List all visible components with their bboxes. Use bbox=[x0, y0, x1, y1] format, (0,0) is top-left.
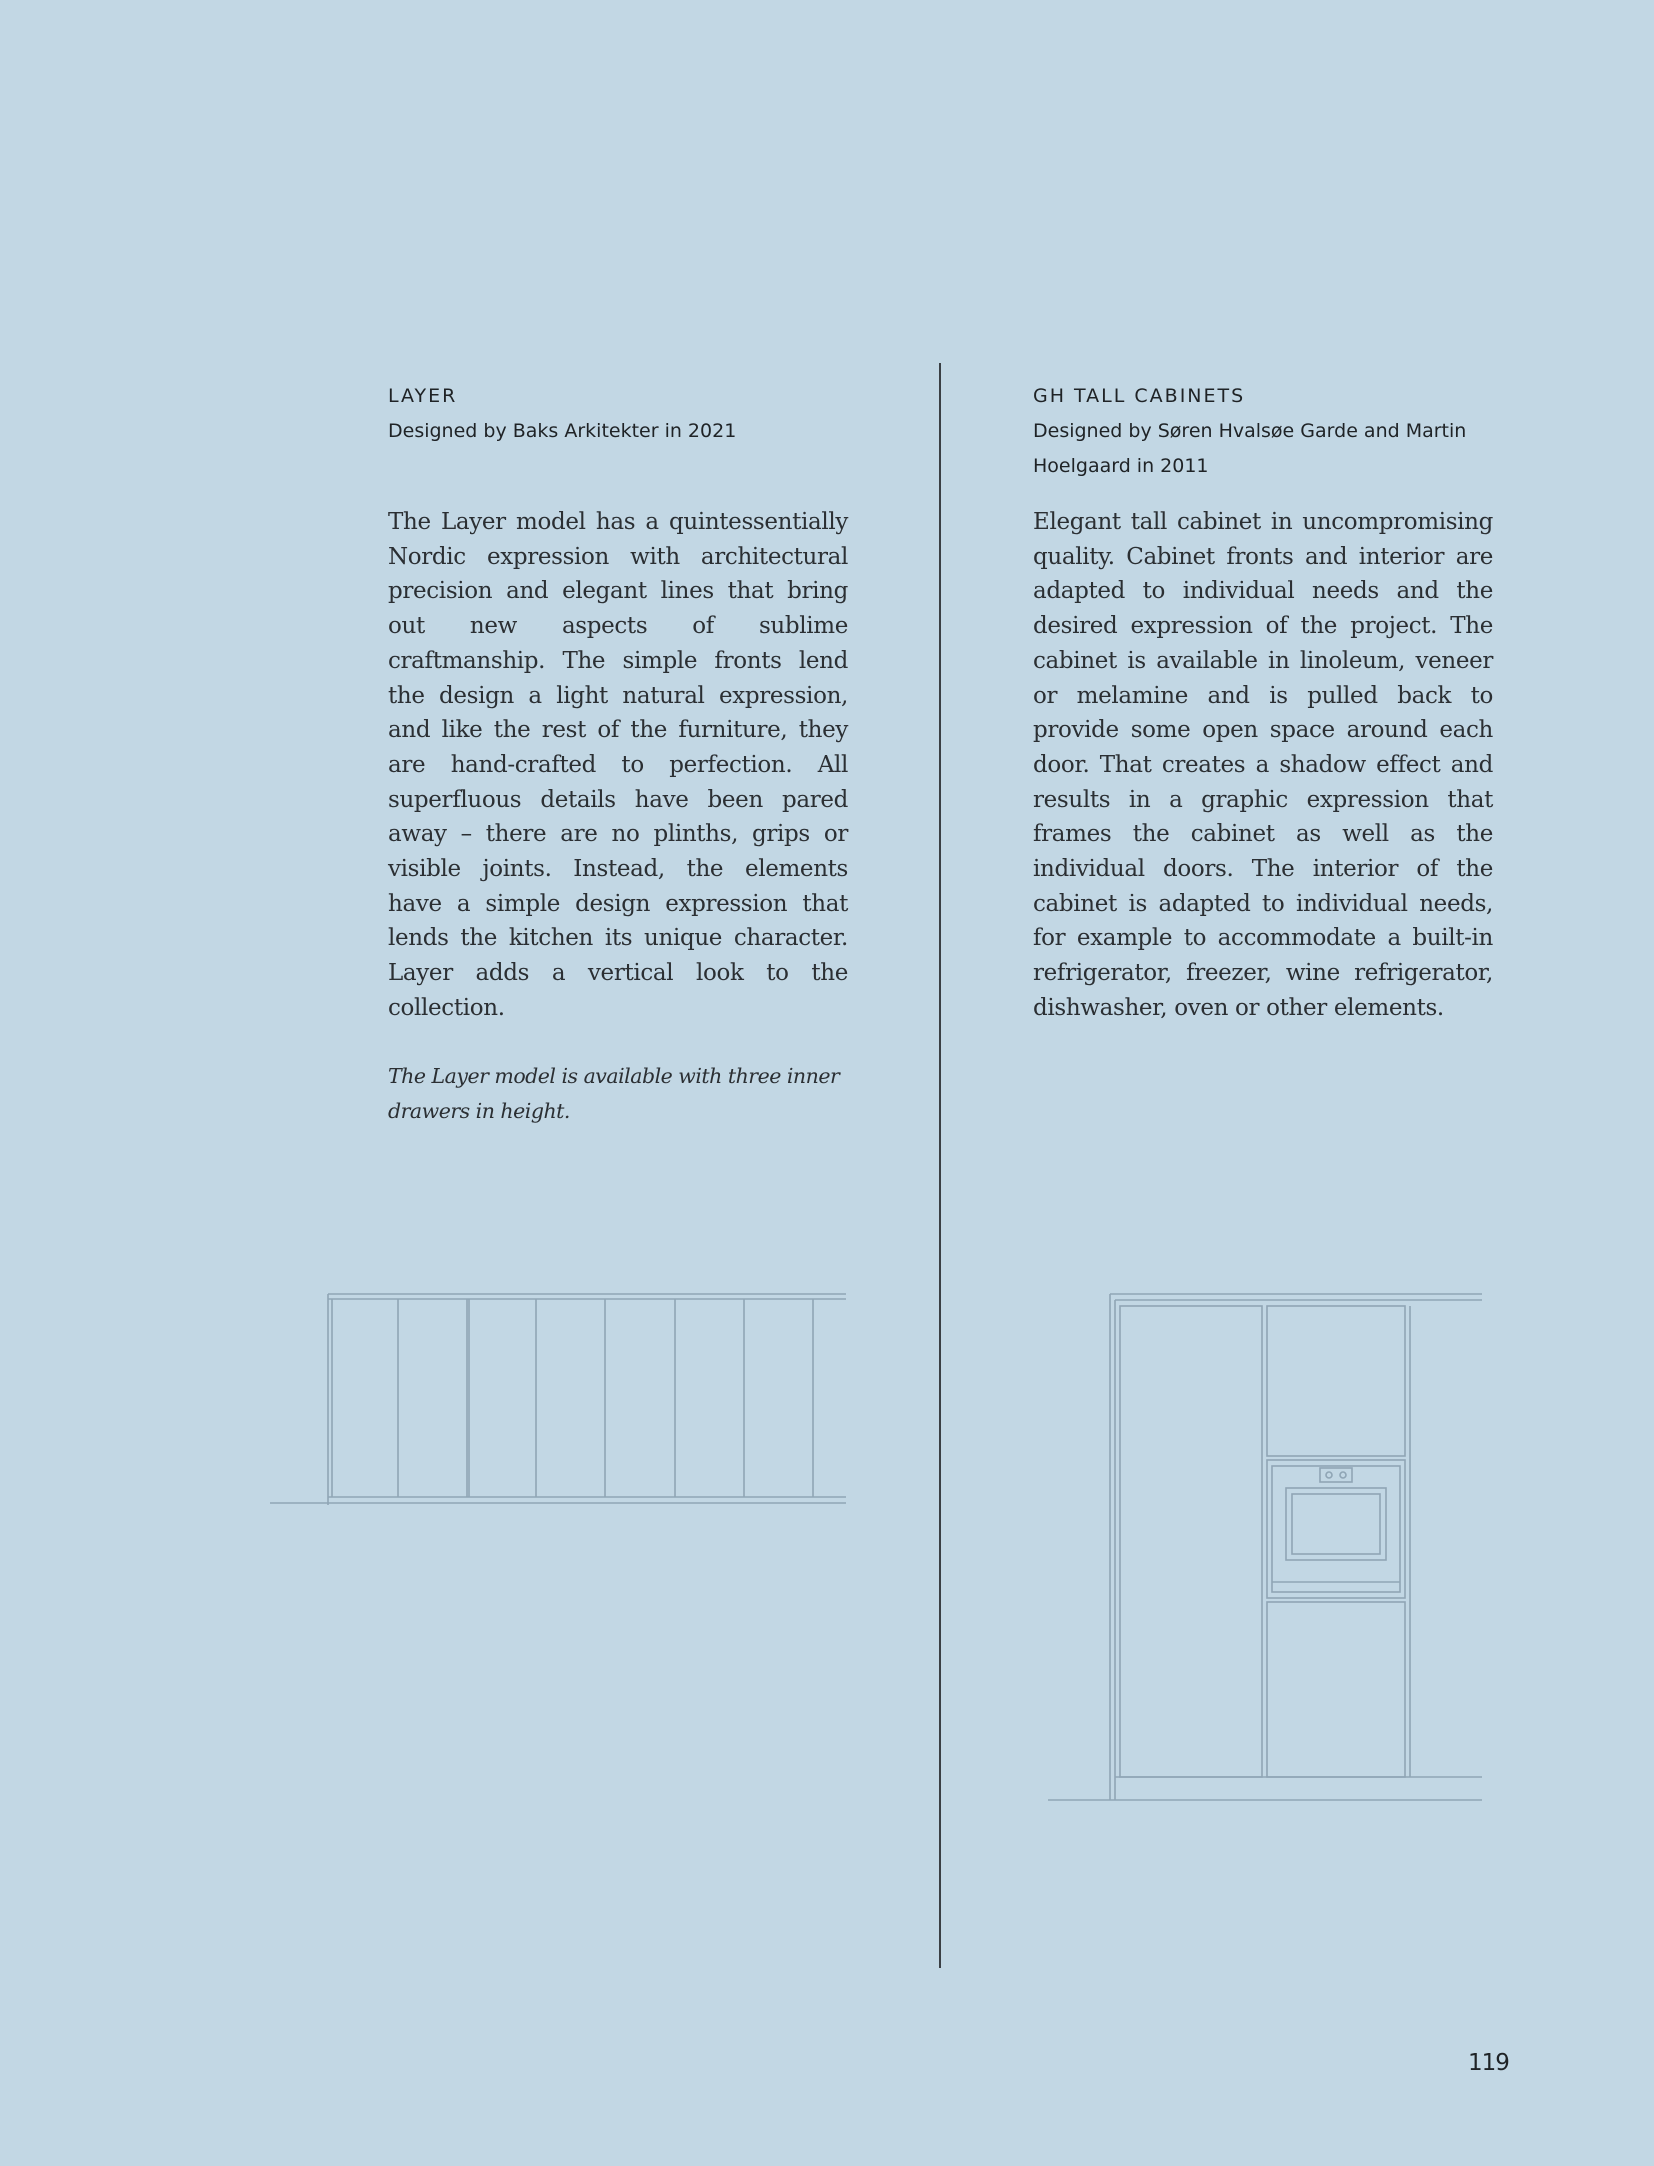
layer-title: LAYER bbox=[388, 385, 458, 407]
layer-section bbox=[388, 378, 848, 1129]
gh-tall-cabinets-title: GH TALL CABINETS bbox=[1033, 385, 1246, 407]
gh-tall-cabinets-designer-line2: Hoelgaard in 2011 bbox=[1033, 455, 1209, 477]
layer-cabinet-drawing bbox=[270, 1290, 850, 1510]
layer-description: The Layer model has a quintessentially Nordic expression with architectural precision and elegant lines that bring out new aspects of sublime craftmanship. The simple fronts lend the design a light natural expression, and like the rest of the furniture, they are hand-crafted to perfection. All superfluous details have been pared away – there are no plinths, grips or visible joints. Instead, the elements have a simple design expression that lends the kitchen its unique character. Layer adds a vertical look to the collection. bbox=[388, 509, 848, 1021]
gh-tall-cabinet-drawing bbox=[1048, 1290, 1488, 1810]
layer-note: The Layer model is available with three inner drawers in height. bbox=[388, 1063, 840, 1123]
column-divider bbox=[939, 363, 941, 1968]
gh-tall-cabinets-description: Elegant tall cabinet in uncompromising quality. Cabinet fronts and interior are adapted to individual needs and the desired expression of the project. The cabinet is available in linoleum, veneer or melamine and is pulled back to provide some open space around each door. That creates a shadow effect and results in a graphic expression that frames the cabinet as well as the individual doors. The interior of the cabinet is adapted to individual needs, for example to accommodate a built-in refrigerator, freezer, wine refrigerator, dishwasher, oven or other elements. bbox=[1033, 509, 1493, 1021]
gh-tall-cabinets-designer-line1: Designed by Søren Hvalsøe Garde and Martin bbox=[1033, 420, 1467, 442]
layer-designer: Designed by Baks Arkitekter in 2021 bbox=[388, 420, 737, 442]
page-number: 119 bbox=[1468, 2050, 1509, 2076]
gh-tall-cabinets-section bbox=[1033, 378, 1493, 1026]
